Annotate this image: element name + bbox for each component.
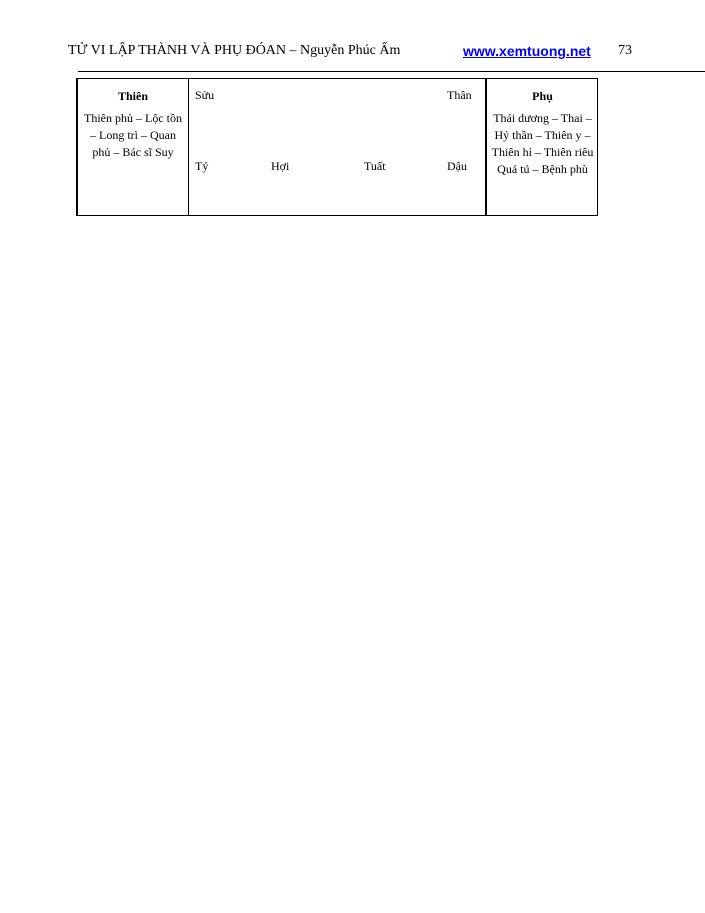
website-link[interactable]: www.xemtuong.net [463, 43, 591, 59]
page-number: 73 [618, 43, 632, 58]
palace-title: Thiên [117, 89, 148, 103]
branch-label-suu: Sửu [195, 88, 215, 102]
branch-label-dau: Dậu [447, 159, 467, 173]
center-branch-area [189, 79, 485, 215]
branch-label-ty: Tý [195, 159, 209, 173]
palace-cell-thien [78, 79, 189, 215]
header-title: TỬ VI LẬP THÀNH VÀ PHỤ ĐÓAN – Nguyễn Phúc Ấm [68, 43, 401, 58]
branch-label-than: Thân [447, 88, 472, 102]
horoscope-chart-table [76, 78, 598, 216]
palace-stars: Thái dương – Thai – Hỷ thần – Thiên y – Thiên hỉ – Thiên riêu Quả tú – Bệnh phù [491, 111, 594, 176]
page-header [0, 40, 705, 64]
palace-cell-phu [485, 79, 598, 215]
branch-label-tuat: Tuất [364, 159, 386, 173]
palace-stars: Thiên phủ – Lộc tồn – Long trì – Quan phủ – Bác sĩ Suy [84, 111, 182, 159]
palace-title: Phụ [532, 89, 553, 103]
branch-label-hoi: Hợi [271, 159, 290, 173]
header-divider [78, 71, 705, 72]
